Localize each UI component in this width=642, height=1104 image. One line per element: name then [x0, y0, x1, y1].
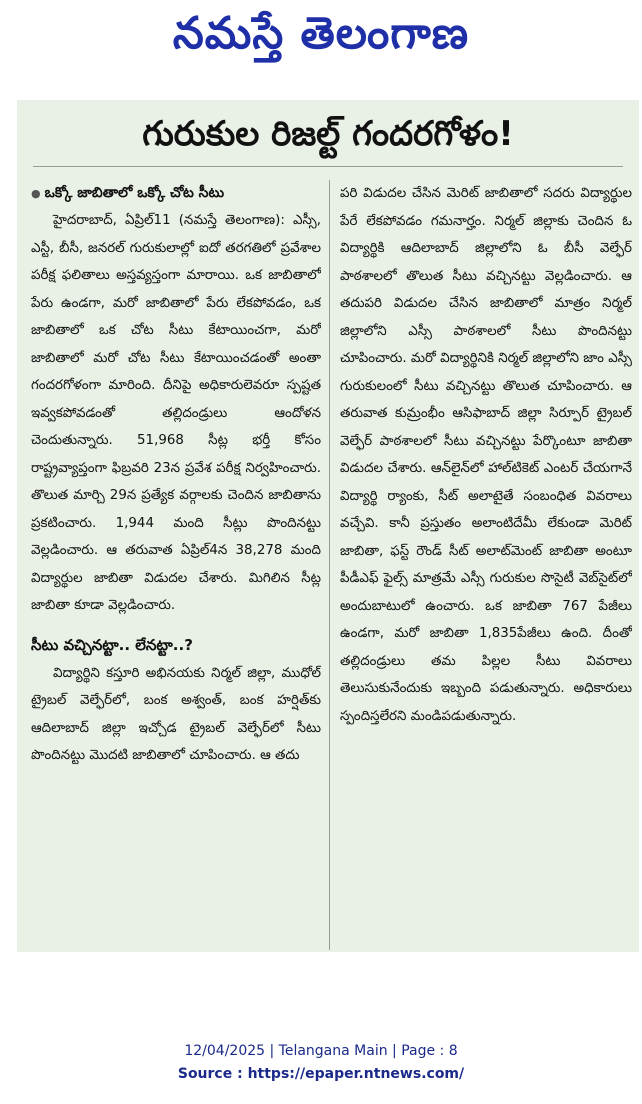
- subheading-1-text: ఒక్కో జాబితాలో ఒక్కో చోట సీటు: [44, 185, 225, 201]
- left-column: [31, 180, 321, 950]
- bullet-icon: ●: [31, 187, 41, 200]
- column-divider: [329, 180, 330, 950]
- left-paragraph-2: విద్యార్థిని కస్తూరి అభినయకు నిర్మల్ జిల్లా, ముధోల్ ట్రైబల్ వెల్ఫేర్‌లో, బంక అశ్వంత్, బంక హర్షిత్‌కు ఆదిలాబాద్ జిల్లా ఇచ్చోడ ట్రైబల్ వెల్ఫేర్‌లో సీటు పొందినట్టు మొదటి జాబితాలో చూపించారు. ఆ తదు: [31, 665, 321, 763]
- right-paragraph: పరి విడుదల చేసిన మెరిట్ జాబితాలో సదరు విద్యార్థుల పేరే లేకపోవడం గమనార్హం. నిర్మల్ జిల్లాకు చెందిన ఓ విద్యార్థికి ఆదిలాబాద్ జిల్లాలోని ఓ బీసీ వెల్ఫేర్ పాఠశాలలో తొలుత సీటు వచ్చినట్టు వెల్లడించారు. ఆ తదుపరి విడుదల చేసిన జాబితాలో మాత్రం నిర్మల్ జిల్లాలోని ఎస్సీ పాఠశాలలో సీటు పొందినట్టు చూపించారు. మరో విద్యార్థినికి నిర్మల్ జిల్లాలోని జాం ఎస్సీ గురుకులంలో సీటు వచ్చినట్టు తొలుత చూపించారు. ఆ తరువాత కుమ్రంభీం ఆసిఫాబాద్ జిల్లా సిర్పూర్ ట్రైబల్ వెల్ఫేర్ పాఠశాలలో సీటు వచ్చినట్టు పేర్కొంటూ జాబితా విడుదల చేశారు. ఆన్‌లైన్‌లో హాల్‌టికెట్ ఎంటర్ చేయగానే విద్యార్థి ర్యాంకు, సీట్ అలాటైతే సంబంధిత వివరాలు వచ్చేవి. కానీ ప్రస్తుతం అలాంటిదేమీ లేకుండా మెరిట్ జాబితా, ఫస్ట్ రౌండ్ సీట్ అలాట్‌మెంట్ జాబితా అంటూ పీడీఎఫ్ ఫైల్స్ మాత్రమే ఎస్సీ గురుకుల సొసైటీ వెబ్‌సైట్‌లో అందుబాటులో ఉంచారు. ఒక జాబితా 767 పేజీలు ఉండగా, మరో జాబితా 1,835పేజీలు ఉంది. దీంతో తల్లిదండ్రులు తమ పిల్లల సీటు వివరాలు తెలుసుకునేందుకు ఇబ్బంది పడుతున్నారు. అధికారులు స్పందిస్తలేరని మండిపడుతున్నారు.: [340, 186, 632, 724]
- right-column: [340, 180, 632, 950]
- newspaper-logo: నమస్తే తెలంగాణ: [172, 8, 470, 59]
- article-headline: గురుకుల రిజల్ట్ గందరగోళం!: [142, 114, 514, 154]
- footer-source-line: Source : https://epaper.ntnews.com/: [177, 1066, 465, 1082]
- masthead: [0, 0, 642, 92]
- footer-date-line: 12/04/2025 | Telangana Main | Page : 8: [184, 1043, 458, 1059]
- headline-divider: [33, 166, 623, 167]
- news-clipping: [17, 100, 639, 952]
- left-paragraph-1: హైదరాబాద్, ఏప్రిల్11 (నమస్తే తెలంగాణ): ఎస్సీ, ఎస్టీ, బీసీ, జనరల్ గురుకులాల్లో ఐదో తరగతిలో ప్రవేశాల పరీక్ష ఫలితాలు అస్తవ్యస్తంగా మారాయి. ఒక జాబితాలో పేరు ఉండగా, మరో జాబితాలో పేరు లేకపోవడం, ఒక జాబితాలో ఒక చోట సీటు కేటాయించగా, మరో జాబితాలో మరో చోట సీటు కేటాయించడంతో అంతా గందరగోళంగా మారింది. దీనిపై అధికారులెవరూ స్పష్టత ఇవ్వకపోవడంతో తల్లిదండ్రులు ఆందోళన చెందుతున్నారు. 51,968 సీట్ల భర్తీ కోసం రాష్ట్రవ్యాప్తంగా ఫిబ్రవరి 23న ప్రవేశ పరీక్ష నిర్వహించారు. తొలుత మార్చి 29న ప్రత్యేక వర్గాలకు చెందిన జాబితాను ప్రకటించారు. 1,944 మంది సీట్లు పొందినట్టు వెల్లడించారు. ఆ తరువాత ఏప్రిల్4న 38,278 మంది విద్యార్థుల జాబితా విడుదల చేశారు. మిగిలిన సీట్ల జాబితా కూడా వెల్లడించారు.: [31, 213, 321, 613]
- subheading-1: [31, 180, 321, 207]
- subheading-2: సీటు వచ్చినట్టా.. లేనట్టా..?: [31, 635, 193, 654]
